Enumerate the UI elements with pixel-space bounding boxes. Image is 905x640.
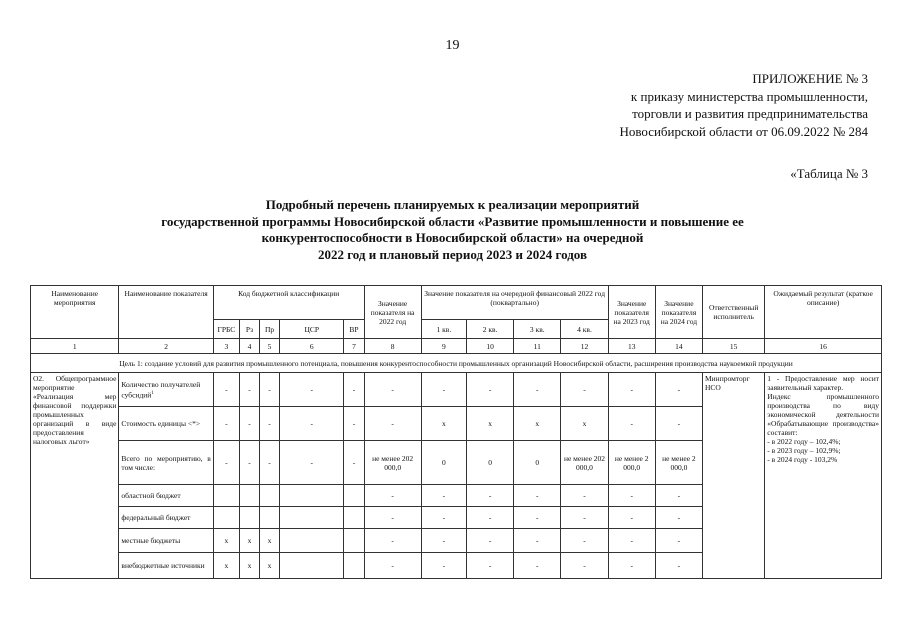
q4-cell: не менее 202 000,0 [561, 441, 608, 485]
value-2024-cell: - [655, 407, 702, 441]
column-number: 7 [344, 339, 364, 354]
column-number: 12 [561, 339, 608, 354]
page-number: 19 [445, 38, 460, 53]
title-line: 2022 год и плановый период 2023 и 2024 годов [317, 246, 588, 262]
q3-cell: - [514, 507, 561, 529]
indicator-cell: внебюджетные источники [119, 553, 213, 579]
csr-cell [280, 529, 344, 553]
value-2022-cell: - [364, 485, 421, 507]
appendix-line: торговли и развития предпринимательства [632, 106, 868, 121]
value-2022-cell: - [364, 373, 421, 407]
value-2022-cell: - [364, 553, 421, 579]
document-title [100, 197, 805, 263]
value-2023-cell: - [608, 507, 655, 529]
column-number: 4 [239, 339, 259, 354]
q1-cell: - [421, 507, 466, 529]
csr-cell [280, 485, 344, 507]
grbs-cell: - [213, 373, 239, 407]
header-grbs: ГРБС [213, 320, 239, 339]
expected-result-text: 1 - Предоставление мер носит заявительный характер. [767, 374, 879, 392]
value-2024-cell: - [655, 529, 702, 553]
column-number: 11 [514, 339, 561, 354]
pr-cell: - [260, 373, 280, 407]
appendix-header [619, 70, 868, 140]
appendix-line: к приказу министерства промышленности, [630, 88, 868, 104]
pr-cell [260, 507, 280, 529]
pr-cell: x [260, 553, 280, 579]
rz-cell [239, 507, 259, 529]
vr-cell [344, 553, 364, 579]
value-2024-cell: не менее 2 000,0 [655, 441, 702, 485]
q3-cell: - [514, 373, 561, 407]
column-number: 1 [31, 339, 119, 354]
value-2024-cell: - [655, 485, 702, 507]
expected-result-bullet: - в 2022 году – 102,4%; [767, 437, 841, 446]
value-2024-cell: - [655, 507, 702, 529]
header-pr: Пр [260, 320, 280, 339]
indicator-cell [119, 373, 213, 407]
rz-cell: x [239, 529, 259, 553]
pr-cell: - [260, 441, 280, 485]
column-number: 8 [364, 339, 421, 354]
expected-result-bullet: - в 2024 году - 103,2% [767, 455, 838, 464]
appendix-line: Новосибирской области от 06.09.2022 № 284 [619, 123, 868, 139]
q4-cell: - [561, 373, 608, 407]
grbs-cell: - [213, 407, 239, 441]
column-number: 3 [213, 339, 239, 354]
value-2023-cell: - [608, 485, 655, 507]
value-2023-cell: - [608, 553, 655, 579]
q1-cell: x [421, 407, 466, 441]
indicator-cell: федеральный бюджет [119, 507, 213, 529]
value-2023-cell: не менее 2 000,0 [608, 441, 655, 485]
rz-cell: - [239, 373, 259, 407]
pr-cell [260, 485, 280, 507]
expected-result-text: Индекс промышленного производства по виду экономической деятельности «Обрабатывающие производства» составит: [767, 392, 879, 437]
q4-cell: - [561, 529, 608, 553]
csr-cell: - [280, 373, 344, 407]
q3-cell: - [514, 529, 561, 553]
vr-cell: - [344, 441, 364, 485]
vr-cell [344, 485, 364, 507]
q4-cell: - [561, 507, 608, 529]
vr-cell: - [344, 407, 364, 441]
q1-cell: - [421, 373, 466, 407]
grbs-cell [213, 485, 239, 507]
q1-cell: - [421, 553, 466, 579]
column-number: 14 [655, 339, 702, 354]
header-vr: ВР [344, 320, 364, 339]
grbs-cell: x [213, 553, 239, 579]
csr-cell: - [280, 441, 344, 485]
indicator-cell: местные бюджеты [119, 529, 213, 553]
value-2022-cell: не менее 202 000,0 [364, 441, 421, 485]
vr-cell: - [344, 373, 364, 407]
column-number: 15 [703, 339, 765, 354]
q1-cell: 0 [421, 441, 466, 485]
header-value-2024: Значение показателя на 2024 год [655, 286, 702, 339]
appendix-title: ПРИЛОЖЕНИЕ № 3 [752, 71, 868, 86]
pr-cell: - [260, 407, 280, 441]
table-row [31, 373, 882, 407]
grbs-cell: x [213, 529, 239, 553]
column-number: 2 [119, 339, 213, 354]
header-q1: 1 кв. [421, 320, 466, 339]
header-expected-result: Ожидаемый результат (краткое описание) [765, 286, 882, 339]
header-indicator-name: Наименование показателя [119, 286, 213, 339]
q3-cell: - [514, 553, 561, 579]
header-csr: ЦСР [280, 320, 344, 339]
q4-cell: - [561, 485, 608, 507]
column-number: 10 [466, 339, 513, 354]
footnote-marker: 1 [151, 390, 154, 396]
rz-cell [239, 485, 259, 507]
grbs-cell [213, 507, 239, 529]
value-2022-cell: - [364, 407, 421, 441]
header-value-quarterly: Значение показателя на очередной финансовый 2022 год (поквартально) [421, 286, 608, 320]
pr-cell: x [260, 529, 280, 553]
value-2024-cell: - [655, 373, 702, 407]
title-line: Подробный перечень планируемых к реализации мероприятий [265, 197, 640, 212]
grbs-cell: - [213, 441, 239, 485]
column-number: 9 [421, 339, 466, 354]
rz-cell: - [239, 441, 259, 485]
value-2022-cell: - [364, 529, 421, 553]
q1-cell: - [421, 529, 466, 553]
header-value-2023: Значение показателя на 2023 год [608, 286, 655, 339]
column-number: 13 [608, 339, 655, 354]
csr-cell [280, 553, 344, 579]
value-2024-cell: - [655, 553, 702, 579]
value-2022-cell: - [364, 507, 421, 529]
indicator-label: Количество получателей субсидий [121, 379, 201, 400]
events-table [30, 285, 882, 579]
q3-cell: 0 [514, 441, 561, 485]
q2-cell: x [466, 407, 513, 441]
column-number: 5 [260, 339, 280, 354]
expected-result-cell [765, 373, 882, 579]
responsible-cell: Минпромторг НСО [703, 373, 765, 579]
header-responsible: Ответственный исполнитель [703, 286, 765, 339]
csr-cell [280, 507, 344, 529]
column-number: 16 [765, 339, 882, 354]
rz-cell: x [239, 553, 259, 579]
header-budget-code: Код бюджетной классификации [213, 286, 364, 320]
indicator-cell: Стоимость единицы <*> [119, 407, 213, 441]
q2-cell: - [466, 553, 513, 579]
header-value-2022: Значение показателя на 2022 год [364, 286, 421, 339]
expected-result-bullet: - в 2023 году – 102,9%; [767, 446, 841, 455]
q3-cell: - [514, 485, 561, 507]
q3-cell: x [514, 407, 561, 441]
q2-cell: 0 [466, 441, 513, 485]
title-line: конкурентоспособности в Новосибирской области» на очередной [261, 230, 644, 245]
q2-cell: - [466, 529, 513, 553]
value-2023-cell: - [608, 529, 655, 553]
q2-cell: - [466, 485, 513, 507]
vr-cell [344, 529, 364, 553]
q2-cell: - [466, 373, 513, 407]
q4-cell: x [561, 407, 608, 441]
vr-cell [344, 507, 364, 529]
header-q3: 3 кв. [514, 320, 561, 339]
q4-cell: - [561, 553, 608, 579]
event-name-cell: О2. Общепрограммное мероприятие «Реализация мер финансовой поддержки промышленных организаций в виде предоставления налоговых льгот» [31, 373, 119, 579]
title-line: государственной программы Новосибирской области «Развитие промышленности и повышение ее [161, 213, 744, 229]
rz-cell: - [239, 407, 259, 441]
table-label: «Таблица № 3 [790, 166, 868, 181]
q2-cell: - [466, 507, 513, 529]
goal-row: Цель 1: создание условий для развития промышленного потенциала, повышения конкурентоспособности промышленных организаций Новосибирской области, расширения производства наукоемкой продукции [31, 354, 882, 373]
header-q4: 4 кв. [561, 320, 608, 339]
indicator-cell: областной бюджет [119, 485, 213, 507]
indicator-cell: Всего по мероприятию, в том числе: [119, 441, 213, 485]
header-q2: 2 кв. [466, 320, 513, 339]
value-2023-cell: - [608, 373, 655, 407]
column-number: 6 [280, 339, 344, 354]
q1-cell: - [421, 485, 466, 507]
csr-cell: - [280, 407, 344, 441]
value-2023-cell: - [608, 407, 655, 441]
header-rz: Рз [239, 320, 259, 339]
header-event-name: Наименование мероприятия [31, 286, 119, 339]
